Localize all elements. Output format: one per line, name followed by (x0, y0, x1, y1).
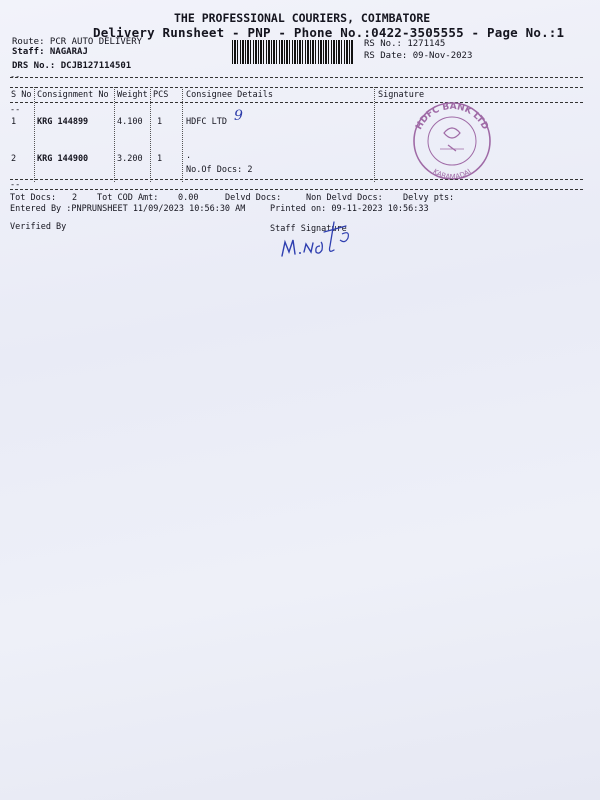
dash-marker: -- (10, 180, 21, 190)
delvd-docs-label: Delvd Docs: (225, 193, 282, 203)
company-name: THE PROFESSIONAL COURIERS, COIMBATORE (174, 11, 431, 25)
tot-docs-value: 2 (72, 193, 78, 203)
col-divider (150, 87, 151, 182)
handwritten-signature (276, 216, 360, 266)
row-consignee: HDFC LTD (186, 117, 227, 127)
tot-cod-label: Tot COD Amt: (97, 193, 159, 203)
col-signature: Signature (378, 90, 425, 100)
col-consignment: Consignment No (37, 90, 109, 100)
row-weight: 3.200 (117, 154, 143, 164)
col-divider (182, 87, 183, 182)
row-sno: 2 (11, 154, 17, 164)
stamp-bottom-text: KARAMADAI (431, 167, 473, 181)
row-pcs: 1 (157, 117, 163, 127)
bank-stamp (404, 101, 500, 181)
route-label: Route: PCR AUTO DELIVERY (12, 37, 143, 47)
page-subtitle: Delivery Runsheet - PNP - Phone No.:0422-3505555 - Page No.:1 (93, 25, 565, 40)
row-weight: 4.100 (117, 117, 143, 127)
rs-number: RS No.: 1271145 (364, 39, 446, 49)
row-pcs: 1 (157, 154, 163, 164)
stamp-top-text: HDFC BANK LTD (414, 101, 490, 132)
col-divider (114, 87, 115, 182)
col-consignee: Consignee Details (186, 90, 273, 100)
dash-marker-top: -- (10, 72, 21, 82)
divider (10, 189, 583, 190)
col-divider (374, 87, 375, 182)
col-weight: Weight (117, 90, 148, 100)
printed-on: Printed on: 09-11-2023 10:56:33 (270, 204, 429, 214)
delvy-pts-label: Delvy pts: (403, 193, 455, 203)
table-bottom-border (10, 179, 583, 180)
tot-cod-value: 0.00 (178, 193, 199, 203)
barcode (232, 40, 354, 64)
non-delvd-docs-label: Non Delvd Docs: (306, 193, 383, 203)
col-pcs: PCS (153, 90, 169, 100)
staff-label: Staff: NAGARAJ (12, 47, 88, 57)
row-consignee: . (186, 151, 192, 161)
row-doc-count: No.Of Docs: 2 (186, 165, 253, 175)
handwritten-count: 9 (234, 108, 243, 124)
row-sno: 1 (11, 117, 17, 127)
row-consignment: KRG 144899 (37, 117, 89, 127)
col-sno: S No (11, 90, 32, 100)
entered-by: Entered By :PNPRUNSHEET 11/09/2023 10:56:30 AM (10, 204, 246, 214)
dash-marker: -- (10, 105, 21, 115)
divider (10, 77, 583, 78)
table-top-border (10, 87, 583, 88)
col-divider (34, 87, 35, 182)
drs-number: DRS No.: DCJB127114501 (12, 61, 132, 71)
tot-docs-label: Tot Docs: (10, 193, 57, 203)
verified-by: Verified By (10, 222, 67, 232)
staff-signature-label: Staff Signature (270, 224, 347, 234)
row-consignment: KRG 144900 (37, 154, 89, 164)
rs-date: RS Date: 09-Nov-2023 (364, 51, 473, 61)
